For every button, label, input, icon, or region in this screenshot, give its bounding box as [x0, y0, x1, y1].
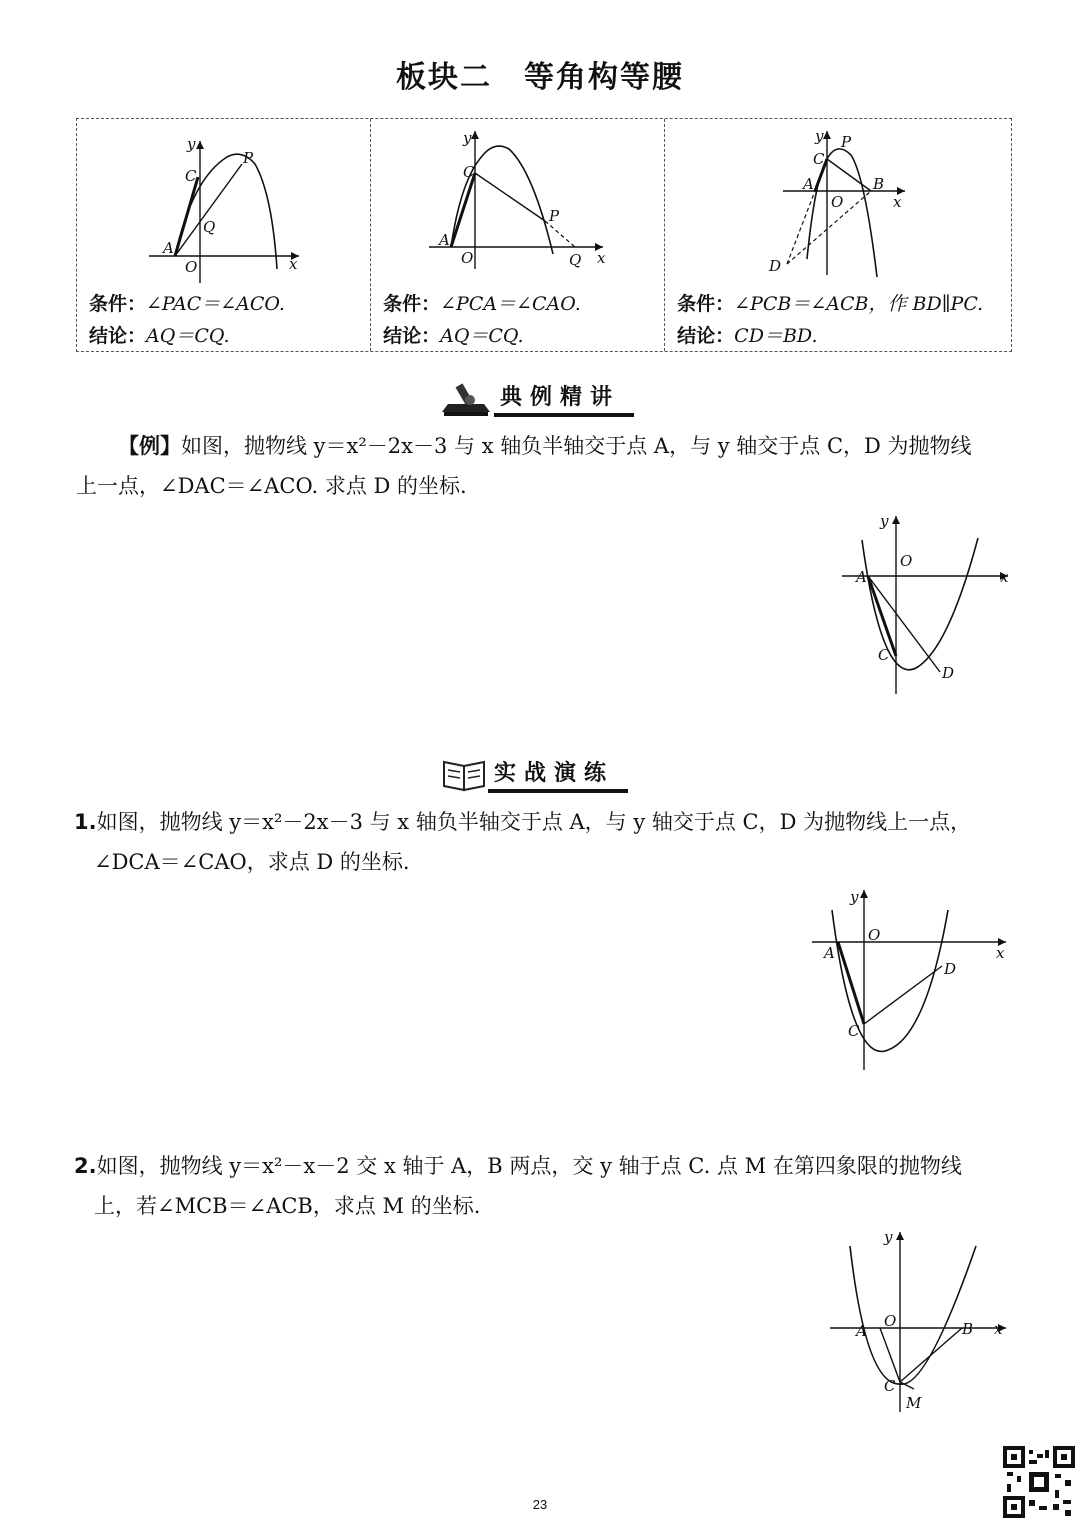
- example-o-label: O: [900, 552, 913, 570]
- fig3-c-label: C: [813, 150, 825, 168]
- q1-x-label: x: [996, 944, 1005, 962]
- example-a-label: A: [856, 568, 867, 586]
- page-number: 23: [532, 1497, 548, 1512]
- q1-line-2: ∠DCA＝∠CAO，求点 D 的坐标.: [94, 850, 410, 874]
- q2-y-label: y: [884, 1228, 893, 1246]
- q2-number: 2.: [74, 1154, 97, 1178]
- model-box-2: [371, 119, 665, 351]
- section-heading-practice-text: 实战演练: [488, 756, 628, 793]
- example-y-label: y: [880, 512, 889, 530]
- fig2-c-label: C: [463, 163, 475, 181]
- fig3-a-label: A: [803, 175, 814, 193]
- example-figure: [838, 510, 1018, 700]
- q1-figure: [808, 886, 1008, 1076]
- q1-number: 1.: [74, 810, 97, 834]
- page-title: 板块二 等角构等腰: [396, 60, 684, 95]
- section-heading-examples-text: 典例精讲: [494, 380, 634, 417]
- q1-c-label: C: [848, 1022, 860, 1040]
- model-figure-2: [371, 119, 665, 289]
- q2-a-label: A: [856, 1322, 867, 1340]
- fig2-a-label: A: [439, 231, 450, 249]
- model-1-condition: 条件：∠PAC＝∠ACO.: [89, 293, 285, 315]
- example-text-1: 如图，抛物线 y＝x²－2x－3 与 x 轴负半轴交于点 A，与 y 轴交于点 C，D 为抛物线: [181, 434, 972, 458]
- fig2-x-label: x: [597, 249, 606, 267]
- example-c-label: C: [878, 646, 890, 664]
- q1-o-label: O: [868, 926, 881, 944]
- fig2-o-label: O: [461, 249, 474, 267]
- fig1-q-label: Q: [203, 218, 216, 236]
- q2-line-2: 上，若∠MCB＝∠ACB，求点 M 的坐标.: [94, 1194, 481, 1218]
- section-heading-practice: [440, 752, 628, 796]
- model-2-conclusion: 结论：AQ＝CQ.: [383, 325, 524, 347]
- model-1-conclusion: 结论：AQ＝CQ.: [89, 325, 230, 347]
- fig3-y-label: y: [815, 127, 824, 145]
- q1-y-label: y: [850, 888, 859, 906]
- q1-d-label: D: [944, 960, 957, 978]
- fig2-p-label: P: [549, 207, 560, 225]
- model-3-conclusion: 结论：CD＝BD.: [677, 325, 818, 347]
- q2-line-1: [74, 1146, 1034, 1186]
- fig1-a-label: A: [163, 239, 174, 257]
- example-x-label: x: [1000, 568, 1009, 586]
- fig1-y-label: y: [187, 135, 196, 153]
- fig3-x-label: x: [893, 193, 902, 211]
- q2-c-label: C: [884, 1377, 896, 1395]
- fig2-y-label: y: [463, 129, 472, 147]
- model-2-condition: 条件：∠PCA＝∠CAO.: [383, 293, 581, 315]
- fig2-q-label: Q: [569, 251, 582, 269]
- model-figure-1: [77, 119, 371, 289]
- book-icon: [440, 754, 488, 794]
- q2-o-label: O: [884, 1312, 897, 1330]
- fig3-o-label: O: [831, 193, 844, 211]
- example-line-1: [118, 426, 1018, 466]
- model-figure-3: [665, 119, 1011, 289]
- example-tag: 【例】: [118, 434, 181, 458]
- fig3-b-label: B: [873, 175, 885, 193]
- example-line-2: 上一点，∠DAC＝∠ACO. 求点 D 的坐标.: [76, 474, 467, 498]
- model-boxes: [76, 118, 1012, 352]
- model-box-1: [77, 119, 371, 351]
- q2-figure: [826, 1226, 1010, 1416]
- fig1-p-label: P: [243, 149, 254, 167]
- q2-x-label: x: [994, 1320, 1003, 1338]
- q1-a-label: A: [824, 944, 835, 962]
- q2-m-label: M: [906, 1394, 922, 1412]
- q1-line-1: [74, 802, 1034, 842]
- q1-text-1: 如图，抛物线 y＝x²－2x－3 与 x 轴负半轴交于点 A，与 y 轴交于点 C，D 为抛物线上一点，: [96, 810, 972, 834]
- section-heading-examples: [438, 376, 634, 420]
- q2-b-label: B: [962, 1320, 974, 1338]
- model-box-3: [665, 119, 1011, 351]
- fig3-d-label: D: [769, 257, 782, 275]
- microscope-icon: [438, 378, 494, 418]
- q2-text-1: 如图，抛物线 y＝x²－x－2 交 x 轴于 A，B 两点，交 y 轴于点 C. 点 M 在第四象限的抛物线: [96, 1154, 962, 1178]
- example-d-label: D: [942, 664, 955, 682]
- fig1-o-label: O: [185, 258, 198, 276]
- fig1-x-label: x: [289, 255, 298, 273]
- fig3-p-label: P: [841, 133, 852, 151]
- model-3-condition: 条件：∠PCB＝∠ACB，作 BD∥PC.: [677, 293, 984, 315]
- fig1-c-label: C: [185, 167, 197, 185]
